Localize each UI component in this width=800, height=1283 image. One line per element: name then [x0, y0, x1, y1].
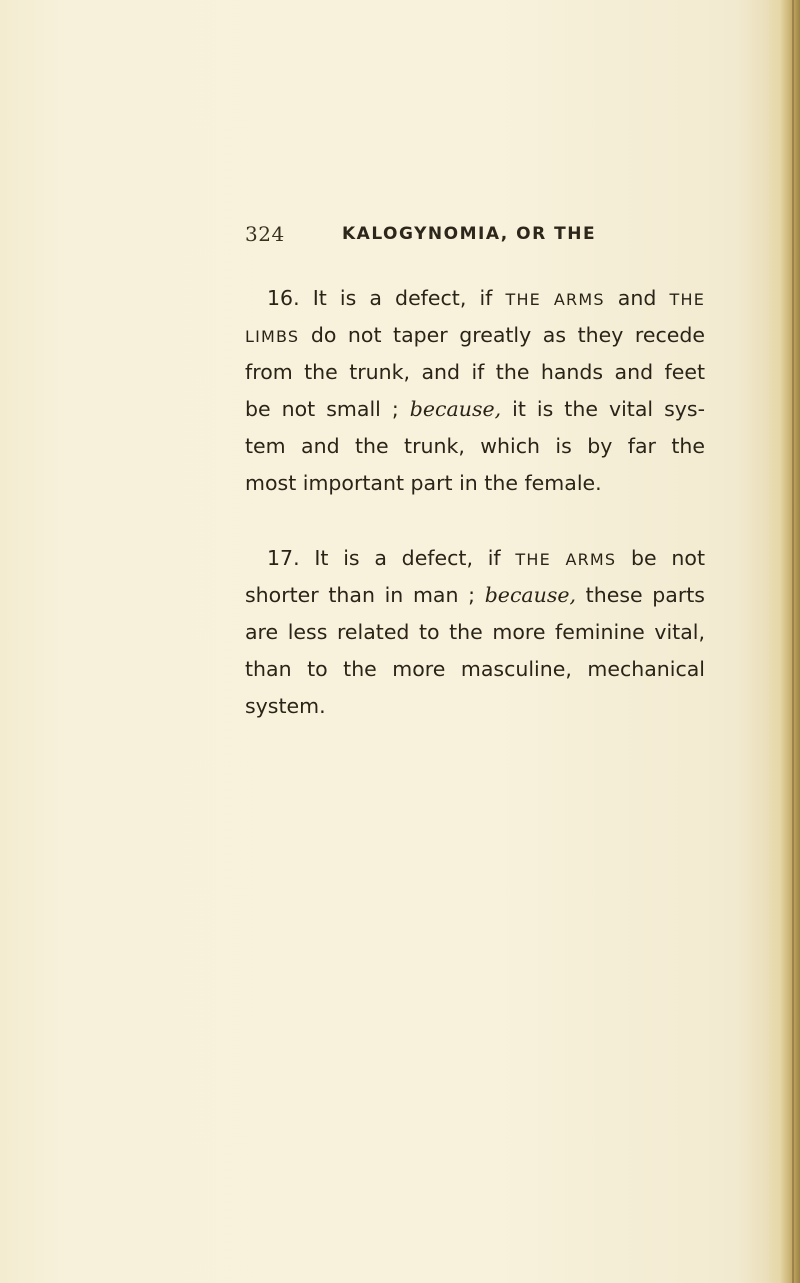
running-head-title: KALOGYNOMIA, OR THE [342, 224, 597, 244]
page-number: 324 [245, 222, 285, 246]
page-edge-line [792, 0, 794, 1283]
text-line: are less related to the more feminine vital, [245, 620, 705, 644]
text-line: 16. It is a defect, if THE ARMS and THE [267, 286, 705, 310]
page-edge-shadow [766, 0, 800, 1283]
text-line: most important part in the female. [245, 471, 602, 495]
text-line: from the trunk, and if the hands and feet [245, 360, 705, 384]
text-line: be not small ; because, it is the vital sys- [245, 397, 705, 421]
text-line: LIMBS do not taper greatly as they recede [245, 323, 705, 347]
paragraph-17 [245, 540, 705, 725]
running-head [245, 222, 705, 248]
text-line: than to the more masculine, mechanical [245, 657, 705, 681]
text-line: system. [245, 694, 326, 718]
text-line: tem and the trunk, which is by far the [245, 434, 705, 458]
text-line: shorter than in man ; because, these parts [245, 583, 705, 607]
text-line: 17. It is a defect, if THE ARMS be not [267, 546, 706, 570]
paragraph-16 [245, 280, 705, 502]
